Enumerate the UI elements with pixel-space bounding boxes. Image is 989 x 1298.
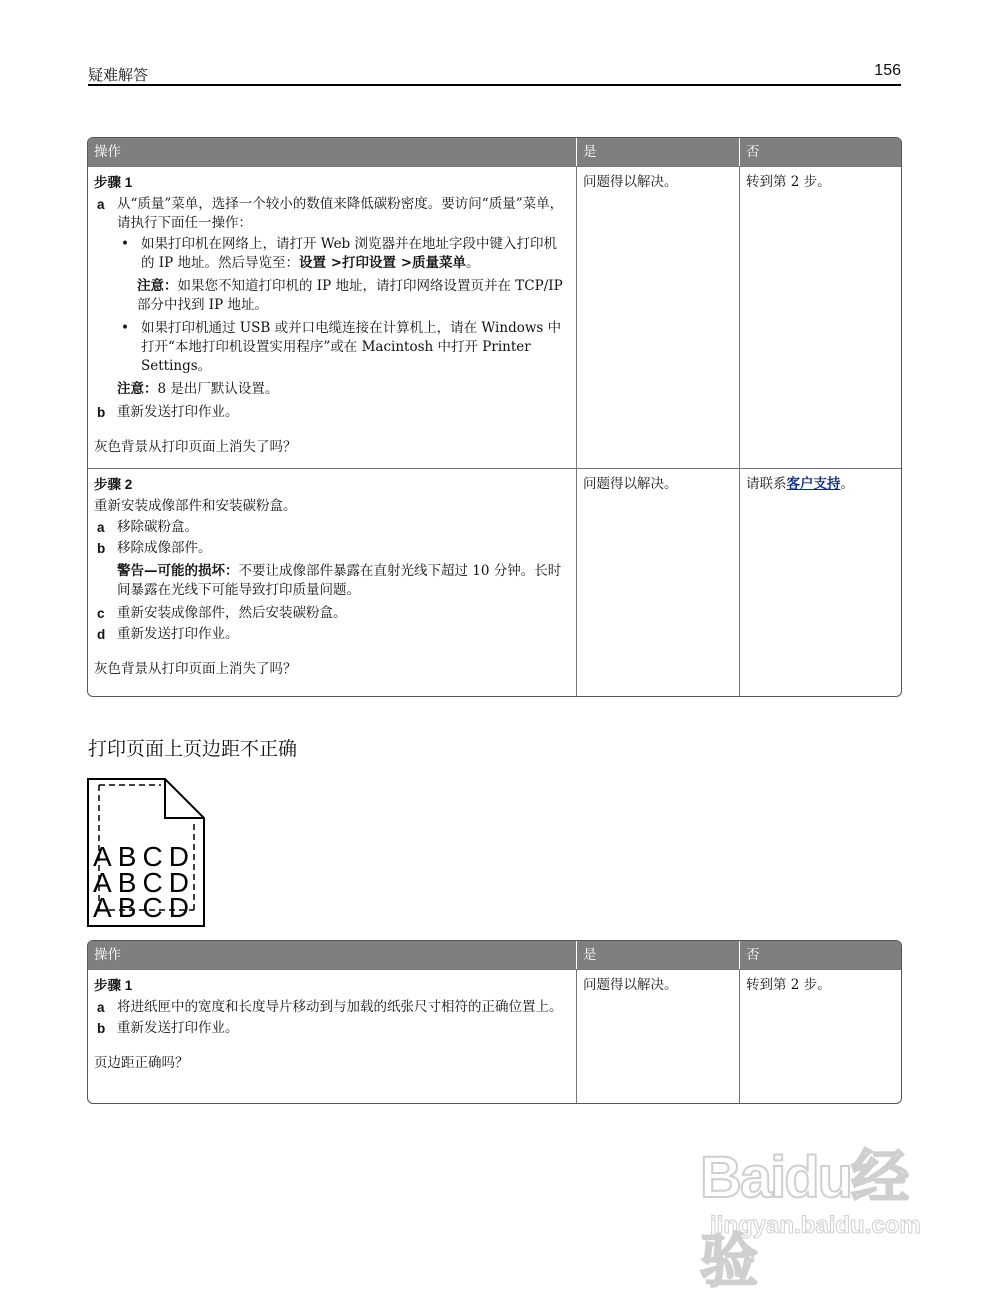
customer-support-link[interactable]: 客户支持: [786, 476, 841, 492]
note: 注意：8 是出厂默认设置。: [117, 381, 279, 397]
column-header-action: 操作: [88, 941, 577, 969]
question: 页边距正确吗？: [94, 1055, 189, 1071]
step-label: 步骤 2: [94, 477, 133, 492]
question: 灰色背景从打印页面上消失了吗？: [94, 661, 297, 677]
yes-cell: 问题得以解决。: [577, 166, 740, 468]
sub-step-b: b 移除成像部件。: [97, 540, 212, 556]
sample-text-line: ABCD: [93, 867, 189, 898]
incorrect-margins-illustration: [87, 778, 207, 928]
menu-path: 设置 >打印设置 >质量菜单: [299, 255, 467, 271]
bullet-icon: •: [121, 236, 129, 252]
sub-step-a: a 将进纸匣中的宽度和长度导片移动到与加载的纸张尺寸相符的正确位置上。: [97, 999, 563, 1015]
column-header-yes: 是: [577, 941, 740, 969]
header-title: 疑难解答: [88, 66, 149, 84]
no-cell: 请联系客户支持。: [740, 468, 901, 696]
sub-step-d: d 重新发送打印作业。: [97, 626, 239, 642]
column-header-action: 操作: [88, 138, 577, 166]
troubleshooting-table-1: [87, 137, 902, 697]
section-title: 打印页面上页边距不正确: [88, 738, 298, 760]
table-row: [88, 468, 901, 696]
warning-note: 警告—可能的损坏：不要让成像部件暴露在直射光线下超过 10 分钟。长时间暴露在光线下可能导致打印质量问题。: [117, 563, 562, 598]
yes-cell: 问题得以解决。: [577, 969, 740, 1103]
yes-cell: 问题得以解决。: [577, 468, 740, 696]
troubleshooting-table-2: [87, 940, 902, 1104]
action-cell: [88, 166, 577, 468]
sub-step-c: c 重新安装成像部件，然后安装碳粉盒。: [97, 605, 347, 621]
question: 灰色背景从打印页面上消失了吗？: [94, 439, 297, 455]
note: 注意：如果您不知道打印机的 IP 地址，请打印网络设置页并在 TCP/IP 部分中找到 IP 地址。: [137, 278, 563, 313]
watermark-logo-text: Baidu经验: [700, 1145, 908, 1294]
sub-step-a: a 移除碳粉盒。: [97, 519, 198, 535]
page-number: 156: [874, 62, 901, 79]
table-row: [88, 166, 901, 468]
action-cell: [88, 468, 577, 696]
column-header-no: 否: [740, 138, 901, 166]
column-header-yes: 是: [577, 138, 740, 166]
step-label: 步骤 1: [94, 175, 133, 190]
step-intro: 重新安装成像部件和安装碳粉盒。: [94, 498, 297, 514]
baidu-watermark: [700, 1130, 940, 1294]
column-header-no: 否: [740, 941, 901, 969]
sample-text-line: ABCD: [93, 841, 189, 872]
no-cell: 转到第 2 步。: [740, 969, 901, 1103]
sub-step-b: b 重新发送打印作业。: [97, 1020, 239, 1036]
bullet-item: • 如果打印机通过 USB 或并口电缆连接在计算机上，请在 Windows 中打开“本地打印机设置实用程序”或在 Macintosh 中打开 Printer Settings。: [117, 319, 570, 376]
sub-step-a: a 从“质量”菜单，选择一个较小的数值来降低碳粉密度。要访问“质量”菜单，请执行下面任一操作：: [97, 196, 564, 231]
bullet-item: • 如果打印机在网络上，请打开 Web 浏览器并在地址字段中键入打印机的 IP 地址。然后导览至：设置 >打印设置 >质量菜单。: [117, 235, 570, 273]
table-row: [88, 969, 901, 1103]
sample-text-line: ABCD: [93, 892, 189, 923]
action-cell: [88, 969, 577, 1103]
step-label: 步骤 1: [94, 978, 133, 993]
sub-step-b: b 重新发送打印作业。: [97, 404, 239, 420]
watermark-url: jingyan.baidu.com: [710, 1212, 921, 1239]
no-cell: 转到第 2 步。: [740, 166, 901, 468]
page-header: [88, 62, 901, 86]
bullet-icon: •: [121, 320, 129, 336]
